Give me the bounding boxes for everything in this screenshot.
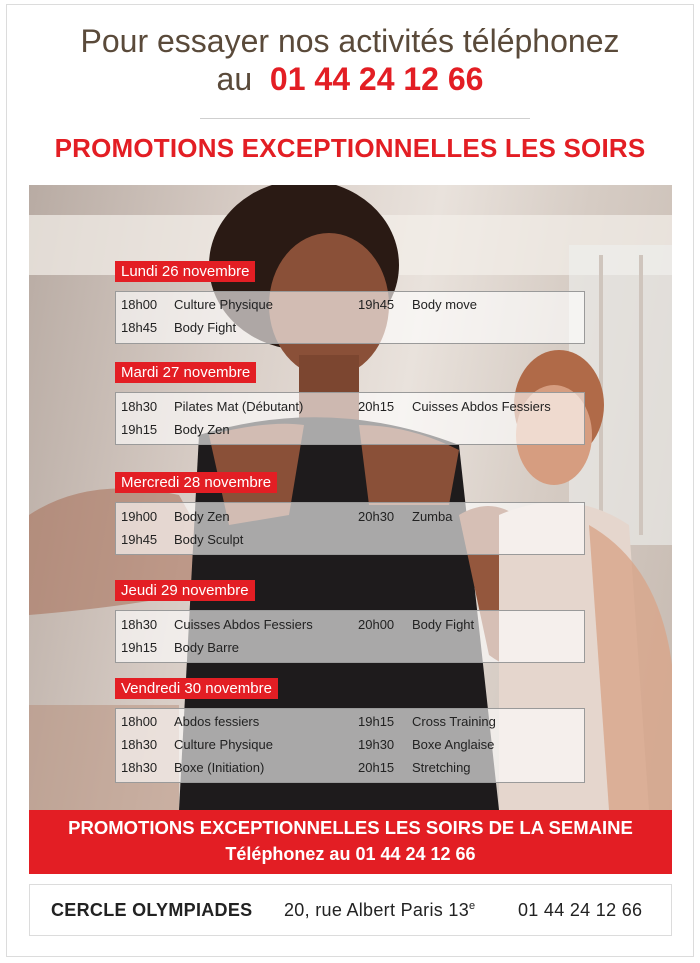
- schedule-row: [116, 638, 584, 658]
- schedule-row: [116, 318, 584, 338]
- time: 19h15: [121, 640, 158, 655]
- time: 19h15: [121, 422, 158, 437]
- time: 18h45: [121, 320, 158, 335]
- time: 18h30: [121, 760, 158, 775]
- club-phone[interactable]: 01 44 24 12 66: [518, 900, 643, 920]
- activity: Body Fight: [174, 320, 237, 335]
- activity: Cuisses Abdos Fessiers: [174, 617, 313, 632]
- activity: Body move: [412, 297, 478, 312]
- headline-phone[interactable]: 01 44 24 12 66: [269, 61, 484, 97]
- schedule-row: [116, 615, 584, 635]
- time: 18h30: [121, 617, 158, 632]
- day-schedule-vendredi: [115, 708, 585, 783]
- time: 18h00: [121, 297, 158, 312]
- divider: [200, 118, 530, 119]
- activity: Body Zen: [174, 422, 230, 437]
- activity: Boxe (Initiation): [174, 760, 265, 775]
- time: 20h30: [358, 509, 395, 524]
- time: 20h00: [358, 617, 395, 632]
- time: 20h15: [358, 399, 395, 414]
- headline-prefix: au: [216, 61, 253, 97]
- time: 18h00: [121, 714, 158, 729]
- schedule-row: [116, 712, 584, 732]
- banner-phone[interactable]: Téléphonez au 01 44 24 12 66: [225, 844, 476, 864]
- day-label-jeudi: Jeudi 29 novembre: [115, 580, 255, 601]
- schedule-row: [116, 735, 584, 755]
- day-schedule-jeudi: [115, 610, 585, 663]
- schedule-row: [116, 507, 584, 527]
- activity: Boxe Anglaise: [412, 737, 495, 752]
- activity: Zumba: [412, 509, 453, 524]
- address-text: 20, rue Albert Paris 13: [284, 900, 470, 920]
- club-name: CERCLE OLYMPIADES: [51, 900, 253, 920]
- activity: Body Fight: [412, 617, 475, 632]
- schedule-row: [116, 295, 584, 315]
- activity: Body Barre: [174, 640, 240, 655]
- time: 19h00: [121, 509, 158, 524]
- activity: Cross Training: [412, 714, 496, 729]
- activity: Culture Physique: [174, 737, 273, 752]
- time: 20h15: [358, 760, 395, 775]
- promo-banner: [29, 810, 672, 874]
- activity: Cuisses Abdos Fessiers: [412, 399, 551, 414]
- activity: Body Sculpt: [174, 532, 244, 547]
- address-superscript: e: [469, 900, 476, 912]
- activity: Culture Physique: [174, 297, 273, 312]
- time: 19h15: [358, 714, 395, 729]
- time: 19h45: [121, 532, 158, 547]
- headline-line2: [0, 60, 700, 98]
- activity: Body Zen: [174, 509, 230, 524]
- time: 19h45: [358, 297, 395, 312]
- footer: [29, 884, 672, 936]
- time: 19h30: [358, 737, 395, 752]
- activity: Abdos fessiers: [174, 714, 260, 729]
- time: 18h30: [121, 399, 158, 414]
- day-label-mercredi: Mercredi 28 novembre: [115, 472, 277, 493]
- promo-title: PROMOTIONS EXCEPTIONNELLES LES SOIRS: [54, 133, 646, 163]
- schedule-row: [116, 420, 584, 440]
- day-schedule-mercredi: [115, 502, 585, 555]
- day-schedule-lundi: [115, 291, 585, 344]
- schedule-row: [116, 530, 584, 550]
- headline: [0, 22, 700, 98]
- headline-line1: Pour essayer nos activités téléphonez: [80, 23, 620, 59]
- banner-title: PROMOTIONS EXCEPTIONNELLES LES SOIRS DE LA SEMAINE: [68, 817, 633, 838]
- time: 18h30: [121, 737, 158, 752]
- day-schedule-mardi: [115, 392, 585, 445]
- activity: Pilates Mat (Débutant): [174, 399, 304, 414]
- schedule-row: [116, 397, 584, 417]
- schedule-row: [116, 758, 584, 778]
- day-label-mardi: Mardi 27 novembre: [115, 362, 256, 383]
- club-address: [284, 900, 475, 921]
- day-label-lundi: Lundi 26 novembre: [115, 261, 255, 282]
- day-label-vendredi: Vendredi 30 novembre: [115, 678, 278, 699]
- activity: Stretching: [412, 760, 471, 775]
